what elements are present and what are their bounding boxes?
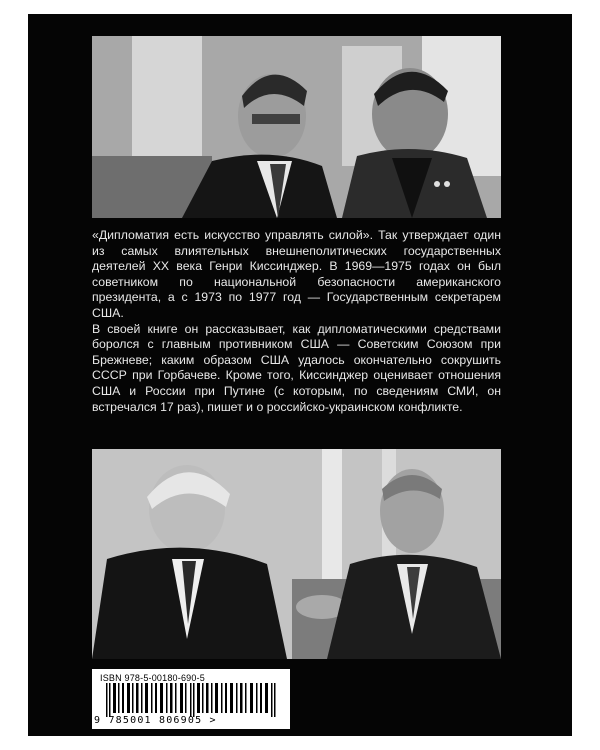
back-cover xyxy=(28,14,572,736)
book-description xyxy=(92,228,501,415)
photo-kissinger-putin-image xyxy=(92,449,501,659)
barcode-bars xyxy=(104,683,280,717)
barcode-box xyxy=(92,669,290,729)
photo-kissinger-putin xyxy=(92,449,501,659)
ean-digits: 9 785001 806905 > xyxy=(94,715,217,726)
photo-kissinger-brezhnev-image xyxy=(92,36,501,218)
description-paragraph-2: В своей книге он рассказывает, как дипломатическими средствами боролся с главным противником США — Советским Союзом при Брежневе; каким образом США удалось окончательно сокрушить СССР при Горбачеве. Кроме того, Киссинджер оценивает отношения США и России при Путине (с которым, по сведениям СМИ, он встречался 17 раз), пишет и о российско-украинском конфликте. xyxy=(92,321,501,414)
description-paragraph-1: «Дипломатия есть искусство управлять силой». Так утверждает один из самых влиятельных внешнеполитических государственных деятелей XX века Генри Киссинджер. В 1969—1975 годах он был советником по национальной безопасности американского президента, а с 1973 по 1977 год — Государственным секретарем США. xyxy=(92,228,501,320)
isbn-text: ISBN 978-5-00180-690-5 xyxy=(100,673,205,683)
photo-kissinger-brezhnev xyxy=(92,36,501,218)
